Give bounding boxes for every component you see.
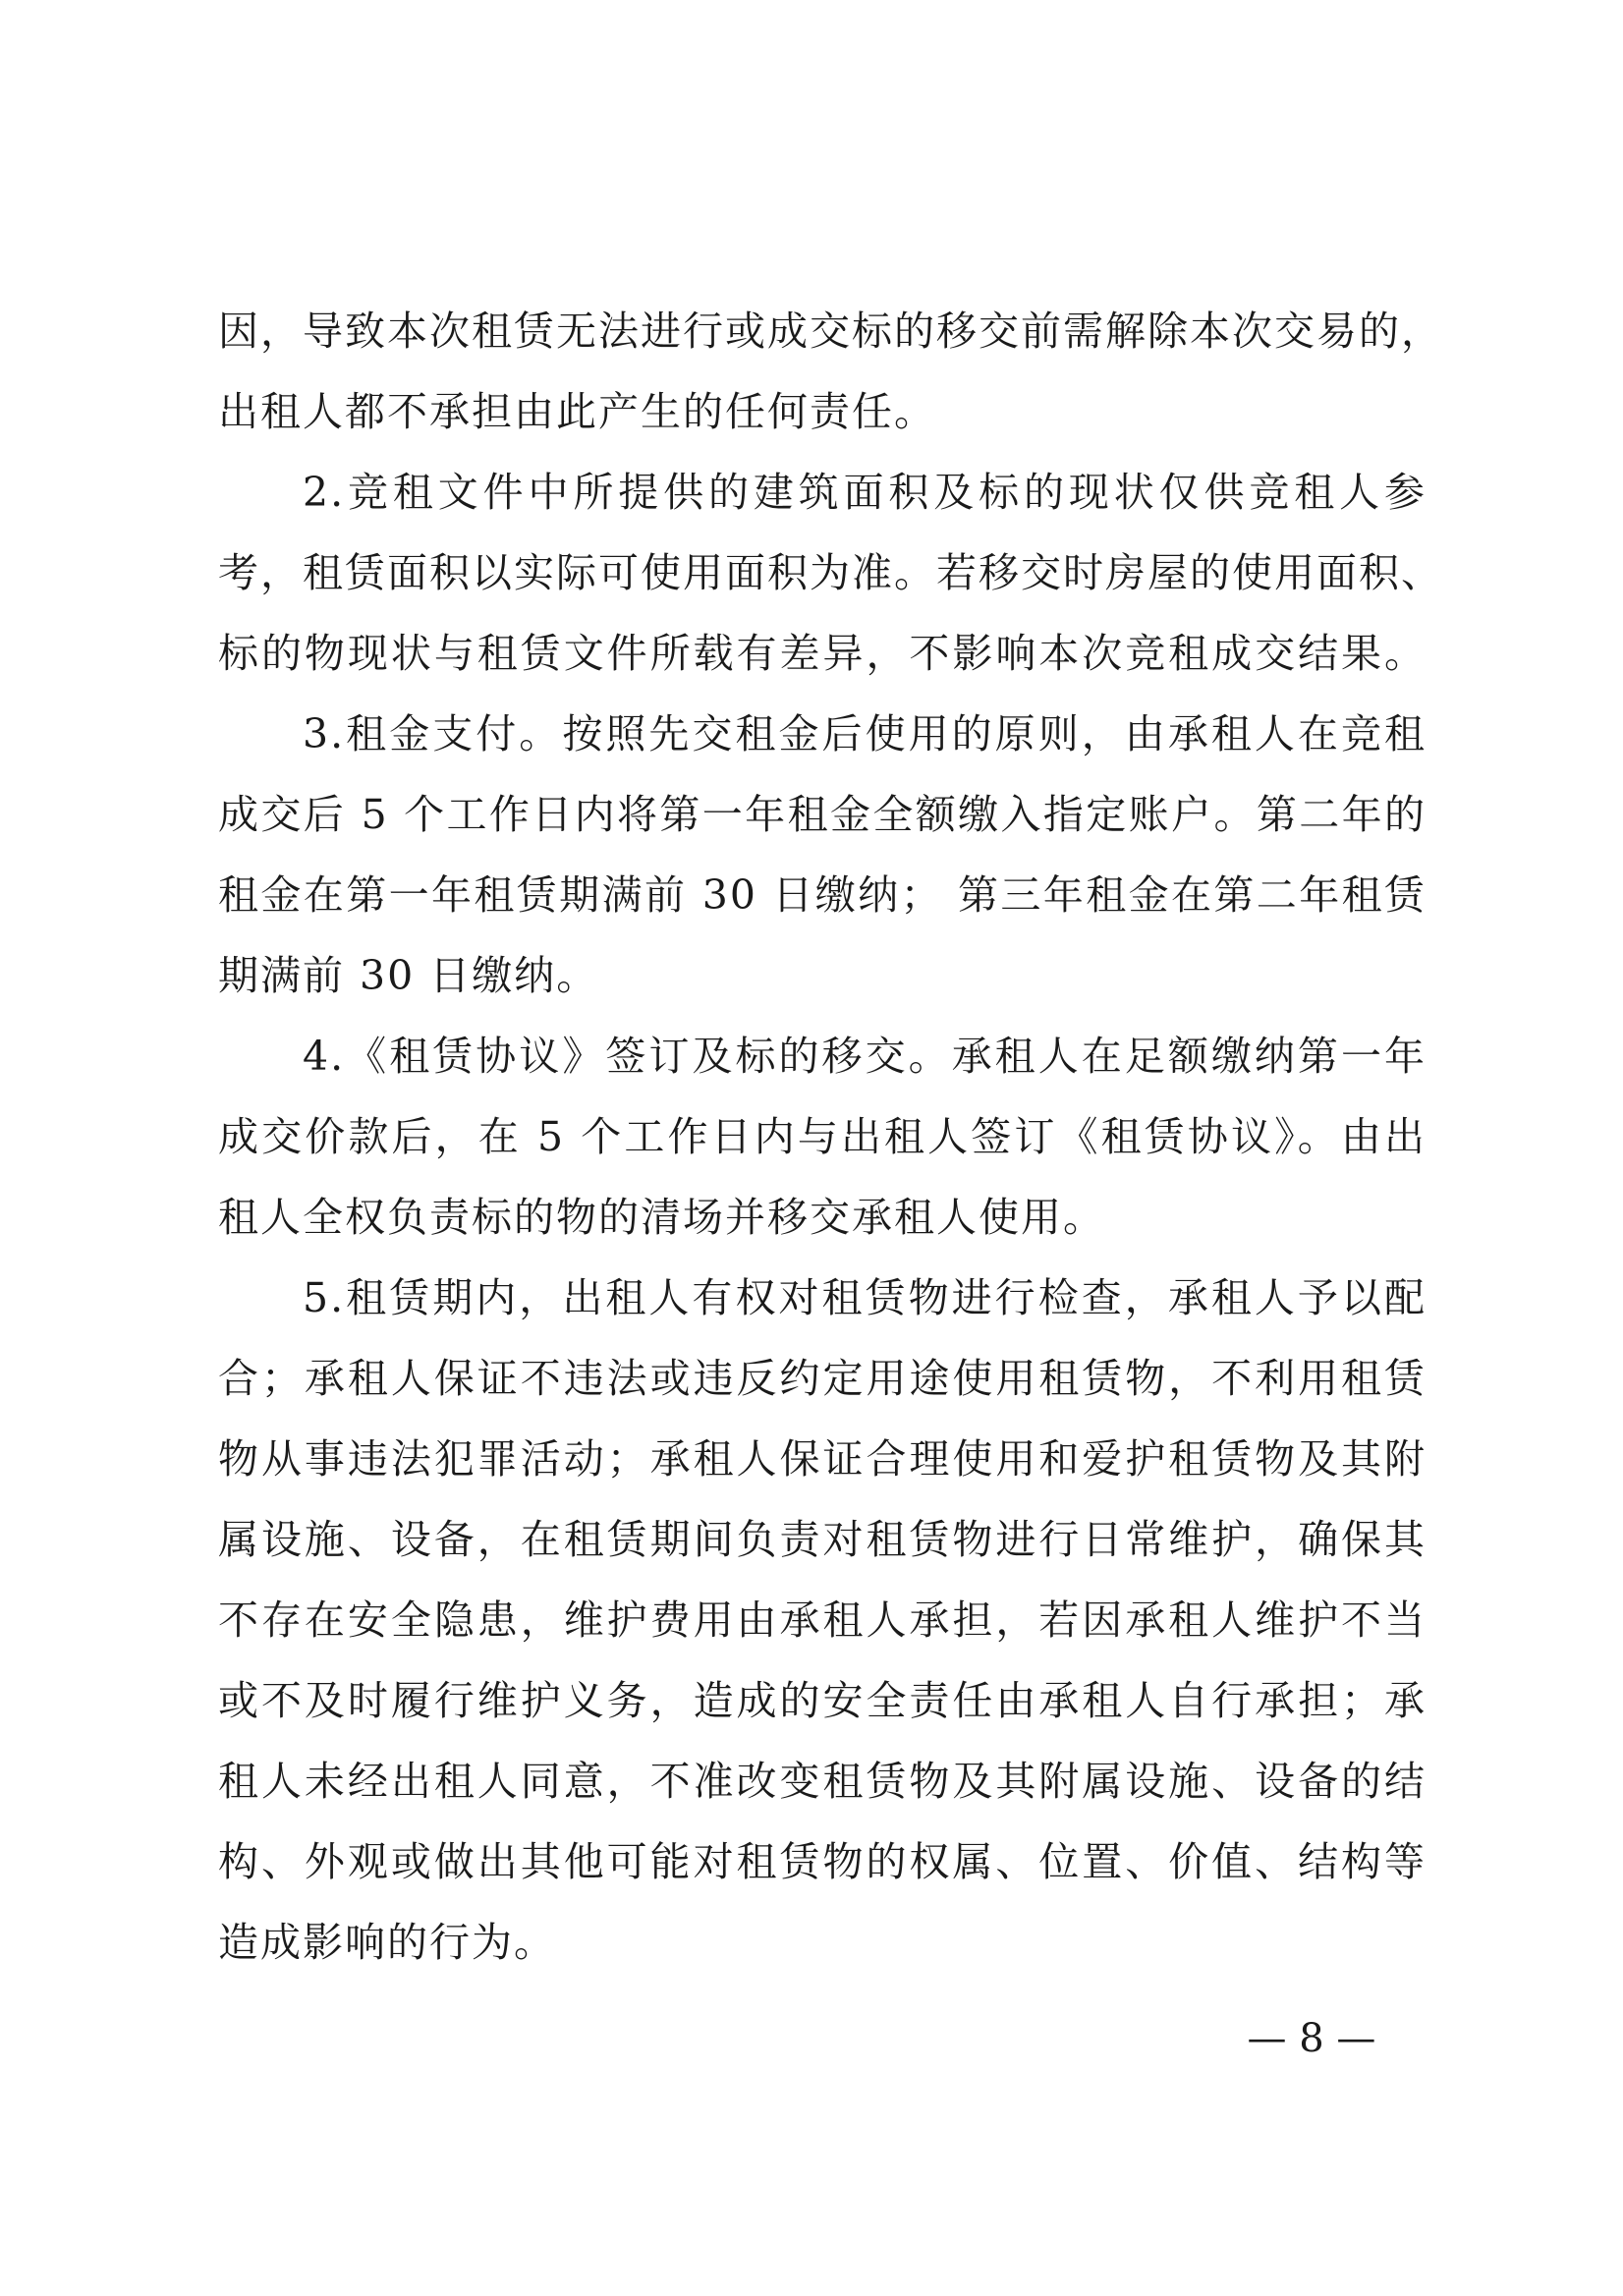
text-line: 因，导致本次租赁无法进行或成交标的移交前需解除本次交易的， [218,308,1443,355]
text-line: 造成影响的行为。 [218,1919,556,1966]
text-line: 考，租赁面积以实际可使用面积为准。若移交时房屋的使用面积、 [218,549,1443,596]
text-line: 物从事违法犯罪活动；承租人保证合理使用和爱护租赁物及其附 [218,1435,1427,1483]
text-line: 出租人都不承担由此产生的任何责任。 [218,388,936,435]
text-line: 租人全权负责标的物的清场并移交承租人使用。 [218,1194,1105,1241]
text-line: 构、外观或做出其他可能对租赁物的权属、位置、价值、结构等 [218,1838,1427,1885]
text-line: 租金在第一年租赁期满前 30 日缴纳； 第三年租金在第二年租赁 [218,871,1427,919]
page-number: — 8 — [1247,2016,1376,2061]
text-line: 成交价款后，在 5 个工作日内与出租人签订《租赁协议》。由出 [218,1113,1427,1160]
text-line: 合；承租人保证不违法或违反约定用途使用租赁物，不利用租赁 [218,1355,1427,1402]
text-line: 2.竞租文件中所提供的建筑面积及标的现状仅供竞租人参 [303,469,1427,516]
text-line: 5.租赁期内，出租人有权对租赁物进行检查，承租人予以配 [303,1274,1427,1321]
text-line: 不存在安全隐患，维护费用由承租人承担，若因承租人维护不当 [218,1596,1427,1644]
text-line: 或不及时履行维护义务，造成的安全责任由承租人自行承担；承 [218,1677,1427,1724]
text-line: 租人未经出租人同意，不准改变租赁物及其附属设施、设备的结 [218,1758,1427,1805]
text-line: 标的物现状与租赁文件所载有差异，不影响本次竞租成交结果。 [218,630,1427,677]
text-line: 4.《租赁协议》签订及标的移交。承租人在足额缴纳第一年 [303,1033,1427,1080]
text-line: 成交后 5 个工作日内将第一年租金全额缴入指定账户。第二年的 [218,791,1427,838]
text-line: 3.租金支付。按照先交租金后使用的原则，由承租人在竞租 [303,710,1427,757]
text-line: 期满前 30 日缴纳。 [218,952,599,999]
text-line: 属设施、设备，在租赁期间负责对租赁物进行日常维护，确保其 [218,1516,1427,1563]
